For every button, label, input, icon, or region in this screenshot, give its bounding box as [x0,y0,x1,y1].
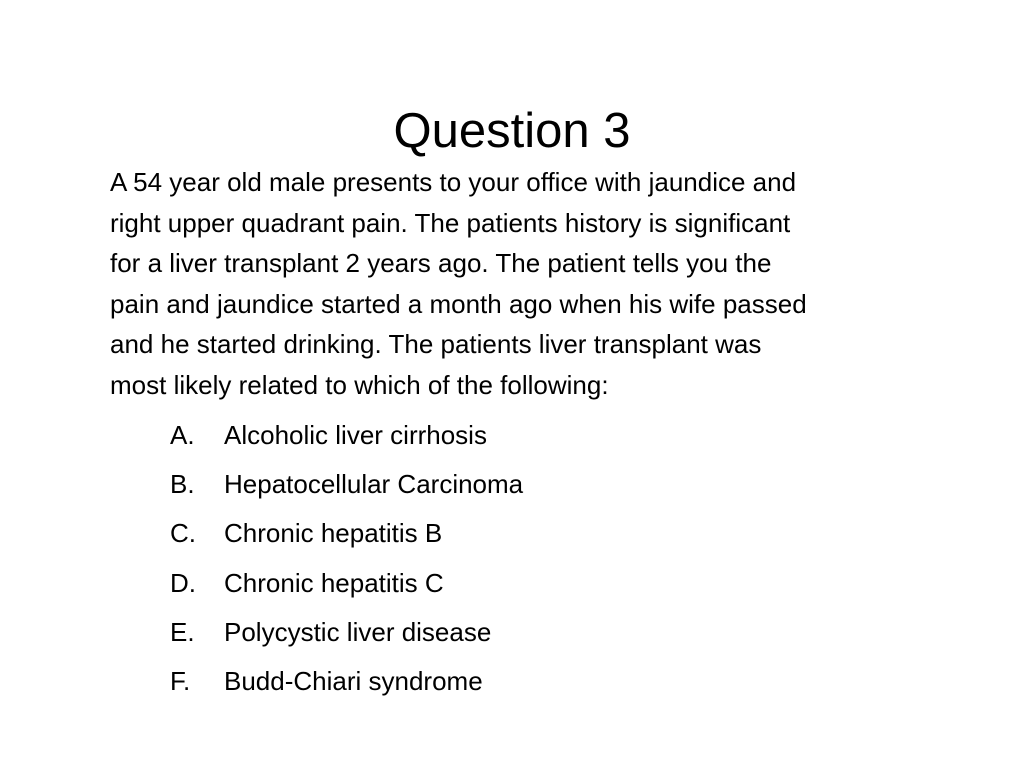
option-letter: E. [170,616,195,647]
option-letter: D. [170,567,196,598]
answer-options [170,411,523,706]
stem-line: A 54 year old male presents to your office with jaundice and [110,167,797,197]
option-b [170,460,523,509]
option-text: Hepatocellular Carcinoma [224,469,524,500]
stem-line: for a liver transplant 2 years ago. The patient tells you the [110,248,772,279]
stem-line: right upper quadrant pain. The patients history is significant [110,207,791,238]
option-letter: A. [170,420,195,450]
option-a [170,411,523,460]
stem-line: pain and jaundice started a month ago when his wife passed [110,288,807,319]
option-text: Budd-Chiari syndrome [224,665,483,696]
option-e [170,608,523,657]
option-c [170,509,523,558]
question-stem [110,162,960,406]
option-text: Chronic hepatitis B [224,518,443,549]
option-text: Chronic hepatitis C [224,567,444,598]
option-text: Polycystic liver disease [224,616,492,647]
stem-line: and he started drinking. The patients liver transplant was [110,329,762,360]
slide-title: Question 3 [393,103,631,158]
option-d [170,559,523,608]
option-letter: B. [170,469,195,500]
option-f [170,657,523,706]
stem-line: most likely related to which of the following: [110,369,609,400]
option-letter: F. [170,665,191,696]
option-letter: C. [170,518,196,549]
option-text: Alcoholic liver cirrhosis [224,420,487,450]
